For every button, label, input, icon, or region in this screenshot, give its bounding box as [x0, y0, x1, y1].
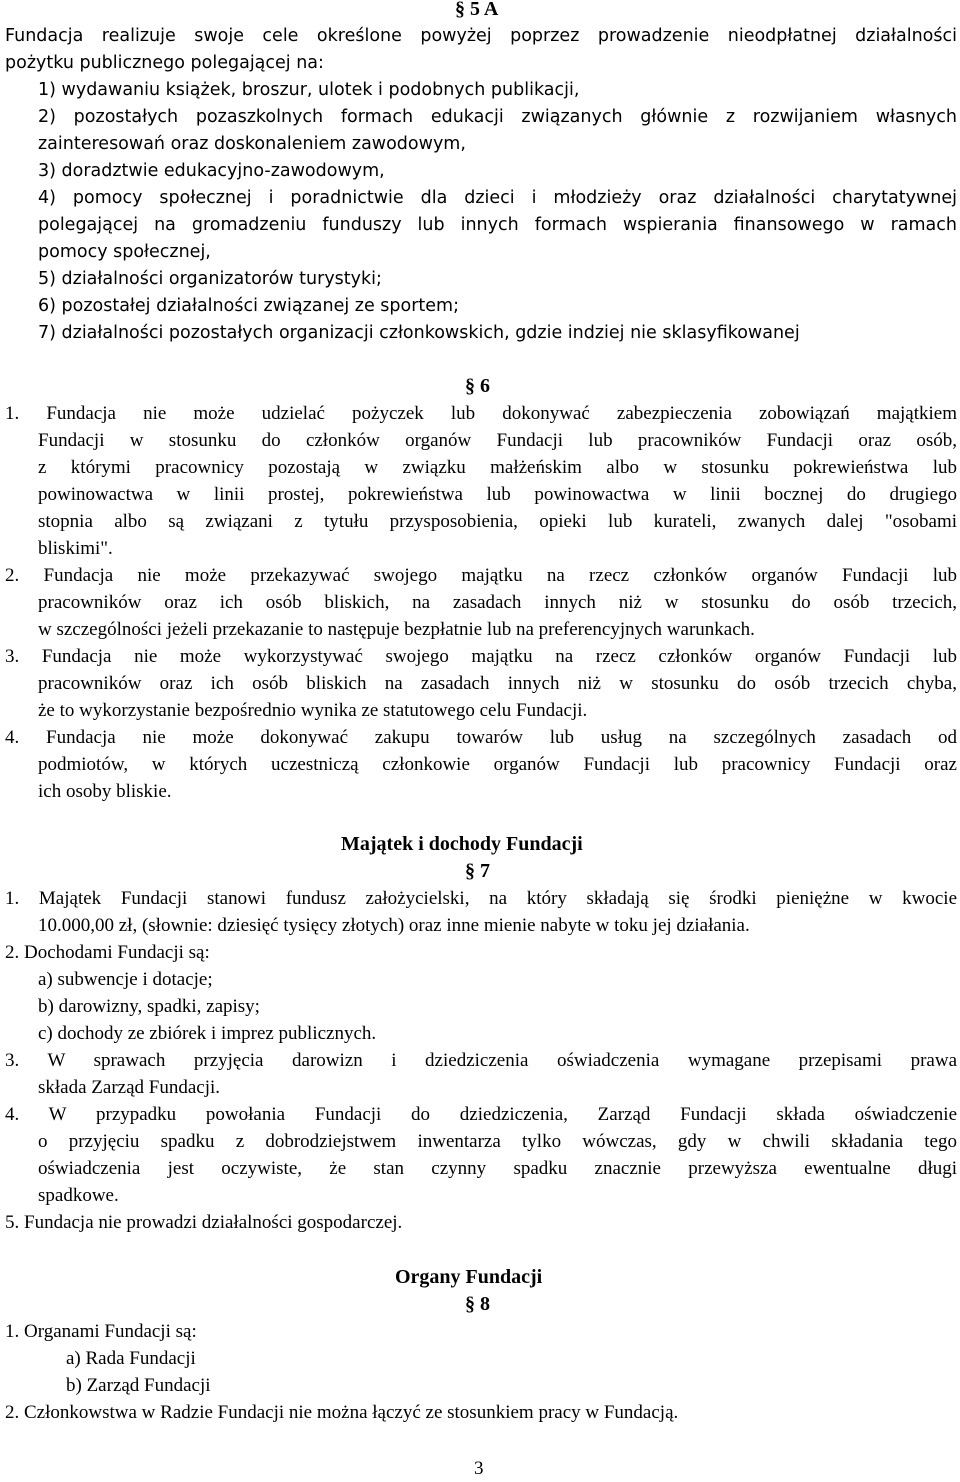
paragraph-line: bliskimi".	[38, 538, 113, 559]
list-item: 7) działalności pozostałych organizacji członkowskich, gdzie indziej nie sklasyfikowanej	[38, 323, 800, 343]
paragraph-line: pracowników oraz ich osób bliskich, na zasadach innych niż w stosunku do osób trzecich,	[38, 592, 957, 613]
paragraph-line: spadkowe.	[38, 1185, 119, 1206]
section-heading-7: § 7	[465, 860, 490, 882]
paragraph-line: Fundacji w stosunku do członków organów Fundacji lub pracowników Fundacji oraz osób,	[38, 430, 957, 451]
paragraph-line: 5. Fundacja nie prowadzi działalności gospodarczej.	[5, 1212, 403, 1233]
list-item: 1) wydawaniu książek, broszur, ulotek i podobnych publikacji,	[38, 80, 580, 100]
paragraph-line: 4. W przypadku powołania Fundacji do dziedziczenia, Zarząd Fundacji składa oświadczenie	[5, 1104, 957, 1125]
paragraph-line: 2. Członkowstwa w Radzie Fundacji nie można łączyć ze stosunkiem pracy w Fundacją.	[5, 1402, 679, 1423]
list-item: 6) pozostałej działalności związanej ze sportem;	[38, 296, 459, 316]
paragraph-line: pożytku publicznego polegającej na:	[5, 53, 324, 73]
paragraph-line: z którymi pracownicy pozostają w związku małżeńskim albo w stosunku pokrewieństwa lub	[38, 457, 957, 478]
paragraph-line: 10.000,00 zł, (słownie: dziesięć tysięcy złotych) oraz inne mienie nabyte w toku jej działania.	[38, 915, 750, 936]
paragraph-line: Fundacja realizuje swoje cele określone powyżej poprzez prowadzenie nieodpłatnej działalności	[5, 26, 957, 46]
paragraph-line: ich osoby bliskie.	[38, 781, 172, 802]
paragraph-line: o przyjęciu spadku z dobrodziejstwem inwentarza tylko wówczas, gdy w chwili składania tego	[38, 1131, 957, 1152]
section-heading-6: § 6	[465, 375, 490, 397]
chapter-title-bodies: Organy Fundacji	[395, 1266, 543, 1288]
chapter-title-assets: Majątek i dochody Fundacji	[341, 833, 583, 855]
paragraph-line: że to wykorzystanie bezpośrednio wynika ze statutowego celu Fundacji.	[38, 700, 588, 721]
list-item: c) dochody ze zbiórek i imprez publicznych.	[38, 1023, 377, 1044]
list-item: 4) pomocy społecznej i poradnictwie dla dzieci i młodzieży oraz działalności charytatywnej	[38, 188, 957, 208]
list-item: b) darowizny, spadki, zapisy;	[38, 996, 260, 1017]
paragraph-line: podmiotów, w których uczestniczą członkowie organów Fundacji lub pracownicy Fundacji oraz	[38, 754, 957, 775]
list-item: 2) pozostałych pozaszkolnych formach edukacji związanych głównie z rozwijaniem własnych	[38, 107, 957, 127]
paragraph-line: oświadczenia jest oczywiste, że stan czynny spadku znacznie przewyższa ewentualne długi	[38, 1158, 957, 1179]
list-item: a) Rada Fundacji	[66, 1348, 196, 1369]
paragraph-line: 1. Organami Fundacji są:	[5, 1321, 197, 1342]
list-item: a) subwencje i dotacje;	[38, 969, 213, 990]
paragraph-line: powinowactwa w linii prostej, pokrewieństwa lub powinowactwa w linii bocznej do drugiego	[38, 484, 957, 505]
paragraph-line: 3. W sprawach przyjęcia darowizn i dziedziczenia oświadczenia wymagane przepisami prawa	[5, 1050, 957, 1071]
paragraph-line: pracowników oraz ich osób bliskich na zasadach innych niż w stosunku do osób trzecich chyba,	[38, 673, 957, 694]
paragraph-line: w szczególności jeżeli przekazanie to następuje bezpłatnie lub na preferencyjnych warunkach.	[38, 619, 755, 640]
paragraph-line: stopnia albo są związani z tytułu przysposobienia, opieki lub kurateli, zwanych dalej "osobami	[38, 511, 957, 532]
paragraph-line: 2. Fundacja nie może przekazywać swojego majątku na rzecz członków organów Fundacji lub	[5, 565, 957, 586]
paragraph-line: składa Zarząd Fundacji.	[38, 1077, 221, 1098]
list-item: 5) działalności organizatorów turystyki;	[38, 269, 382, 289]
section-heading-5a: § 5 A	[455, 0, 499, 20]
list-item: b) Zarząd Fundacji	[66, 1375, 211, 1396]
list-item-continuation: zainteresowań oraz doskonaleniem zawodowym,	[38, 134, 466, 154]
paragraph-line: 3. Fundacja nie może wykorzystywać swojego majątku na rzecz członków organów Fundacji lub	[5, 646, 957, 667]
list-item-continuation: polegającej na gromadzeniu funduszy lub innych formach wspierania finansowego w ramach	[38, 215, 957, 235]
list-item: 3) doradztwie edukacyjno-zawodowym,	[38, 161, 385, 181]
section-heading-8: § 8	[465, 1293, 490, 1315]
page-number: 3	[474, 1458, 484, 1479]
paragraph-line: 2. Dochodami Fundacji są:	[5, 942, 210, 963]
list-item-continuation: pomocy społecznej,	[38, 242, 211, 262]
paragraph-line: 4. Fundacja nie może dokonywać zakupu towarów lub usług na szczególnych zasadach od	[5, 727, 957, 748]
paragraph-line: 1. Majątek Fundacji stanowi fundusz założycielski, na który składają się środki pieniężne w kwocie	[5, 888, 957, 909]
paragraph-line: 1. Fundacja nie może udzielać pożyczek lub dokonywać zabezpieczenia zobowiązań majątkiem	[5, 403, 957, 424]
